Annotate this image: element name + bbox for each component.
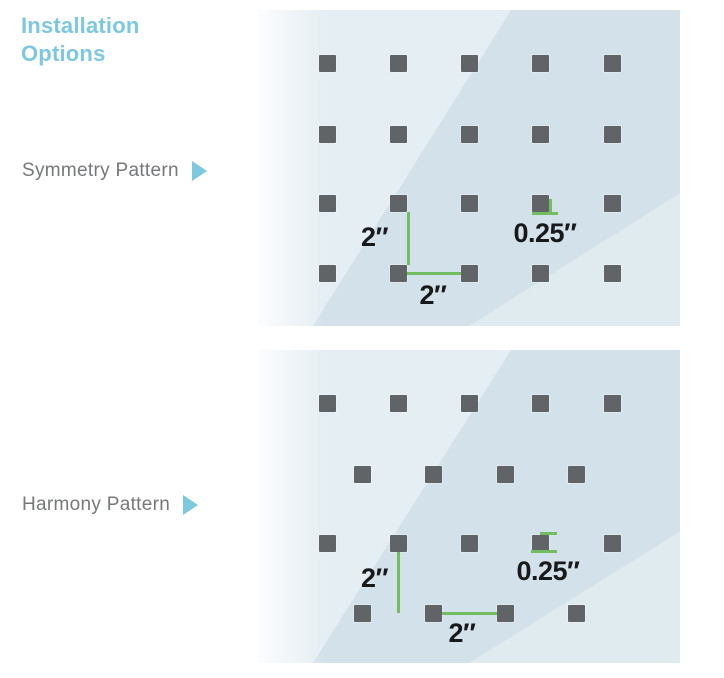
- mounting-dot: [604, 395, 621, 412]
- mounting-dot: [532, 195, 549, 212]
- mounting-dot: [532, 126, 549, 143]
- mounting-dot: [497, 466, 514, 483]
- mounting-dot: [319, 55, 336, 72]
- mounting-dot: [390, 395, 407, 412]
- mounting-dot: [532, 395, 549, 412]
- vertical-gap-label: 2″: [361, 222, 388, 252]
- mounting-dot: [319, 195, 336, 212]
- mounting-dot: [532, 265, 549, 282]
- mounting-dot: [604, 55, 621, 72]
- mounting-dot: [390, 535, 407, 552]
- page-title-line1: Installation: [21, 13, 140, 38]
- mounting-dot: [604, 126, 621, 143]
- mounting-dot: [390, 55, 407, 72]
- mounting-dot: [497, 605, 514, 622]
- page-title: [21, 12, 140, 68]
- mounting-dot: [604, 195, 621, 212]
- mounting-dot: [461, 265, 478, 282]
- mounting-dot: [604, 265, 621, 282]
- mounting-dot: [319, 535, 336, 552]
- horizontal-gap-line: [407, 272, 461, 275]
- horizontal-gap-label: 2″: [448, 618, 476, 648]
- horizontal-gap-label: 2″: [419, 280, 447, 310]
- mounting-dot: [425, 466, 442, 483]
- mounting-dot: [461, 395, 478, 412]
- dot-size-bracket: [532, 212, 558, 215]
- mounting-dot: [319, 395, 336, 412]
- mounting-dot: [354, 466, 371, 483]
- mounting-dot: [461, 195, 478, 212]
- mounting-dot: [532, 55, 549, 72]
- dot-size-bracket-bottom: [531, 550, 557, 553]
- panel-symmetry: [258, 10, 680, 326]
- arrow-right-icon: [183, 495, 198, 515]
- vertical-gap-label: 2″: [361, 563, 388, 593]
- dot-grid-harmony: [258, 350, 680, 663]
- mounting-dot: [461, 126, 478, 143]
- mounting-dot: [390, 195, 407, 212]
- mounting-dot: [390, 265, 407, 282]
- mounting-dot: [461, 55, 478, 72]
- page-title-line2: Options: [21, 41, 106, 66]
- mounting-dot: [390, 126, 407, 143]
- mounting-dot: [354, 605, 371, 622]
- dot-size-bracket-top: [540, 532, 557, 535]
- horizontal-gap-line: [442, 612, 497, 615]
- mounting-dot: [319, 126, 336, 143]
- arrow-right-icon: [192, 161, 207, 181]
- symmetry-pattern-label: Symmetry Pattern: [22, 160, 179, 181]
- mounting-dot: [532, 535, 549, 552]
- dot-size-label: 0.25″: [516, 556, 580, 586]
- mounting-dot: [568, 466, 585, 483]
- dot-grid-symmetry: [258, 10, 680, 326]
- vertical-gap-line: [407, 212, 410, 265]
- mounting-dot: [568, 605, 585, 622]
- harmony-pattern-label: Harmony Pattern: [22, 494, 171, 515]
- mounting-dot: [319, 265, 336, 282]
- dot-size-label: 0.25″: [513, 218, 577, 248]
- mounting-dot: [604, 535, 621, 552]
- mounting-dot: [461, 535, 478, 552]
- pattern-label-harmony: [22, 493, 198, 517]
- vertical-gap-line: [397, 552, 400, 613]
- panel-harmony: [258, 350, 680, 663]
- dot-size-bracket-tick: [549, 199, 552, 212]
- pattern-label-symmetry: [22, 159, 207, 183]
